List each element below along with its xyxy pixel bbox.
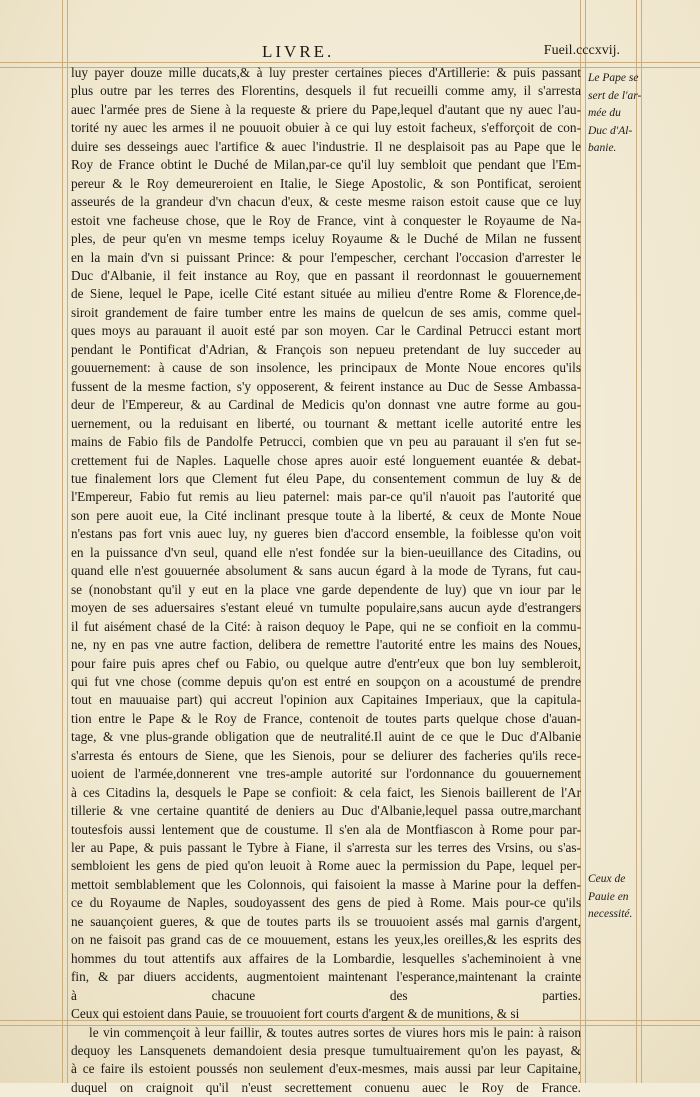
text-line: moyen de ses aduersaires s'estant eleué vn tumulte populaire,sans aucun ayde d'estrangers [71, 600, 581, 616]
text-line: siroit grandement de faire tumber entre les mains de quelcun de ses amis, comme quel- [71, 304, 581, 320]
text-line: tue finalement lors que Clement fut éleu Pape, du consentement commun de luy & de [71, 470, 581, 486]
main-text-block [71, 64, 581, 1097]
text-line: sembloient les gens de pied qu'on leuoit à Rome auec la permission du Pape, lequel per- [71, 858, 581, 874]
text-line: ples, de peur qu'en vn mesme temps iceluy Royaume & le Duché de Milan ne fussent [71, 231, 581, 247]
margin-note-line: Ceux de [588, 873, 626, 885]
text-line: en la main d'vn si puissant Prince: & pour l'empescher, cerchant l'occasion d'arrester le [71, 249, 581, 265]
text-line: uernement, ou la reduisant en liberté, ou tournant & mettant icelle autorité entre les [71, 415, 581, 431]
text-line: n'estans pas fort vnis auec luy, ny gueres bien d'accord ensemble, la foiblesse qu'on voit [71, 526, 581, 542]
frame-rule [641, 0, 642, 1083]
text-line: ques moys au parauant il auoit esté par son moyen. Car le Cardinal Petrucci estant mort [71, 323, 581, 339]
text-line: qui fut vne chose (comme depuis qu'on est entré en soupçon on a acoustumé de prendre [71, 673, 581, 689]
margin-note-line: sert de l'ar- [588, 89, 642, 102]
text-line: à ce faire ils estoient poussés non seulement d'eux-mesmes, mais aussi par leur Capitaine, [71, 1061, 581, 1077]
text-line: ler au Pape, & puis passant le Tybre à Fiane, il s'arresta sur les terres des Vrsins, ou s'as- [71, 840, 581, 856]
text-line: son pere auoit eue, la Cité inclinant presque toute à la liberté, & ceux de Monte Noue [71, 507, 581, 523]
text-line: estoit vne facheuse chose, que le Roy de France, vint à conquester le Royaume de Na- [71, 212, 581, 228]
text-line: tage, & vne plus-grande obligation que de neutralité.Il auint de ce que le Duc d'Albanie [71, 729, 581, 745]
text-line: auec l'armée pres de Siene à la requeste & priere du Pape,lequel d'autant que ny auec l'au- [71, 101, 581, 117]
text-line: duire ses desseings auec l'artifice & auec l'industrie. Il ne desplaisoit pas au Pape que le [71, 138, 581, 154]
text-line: ce du Royaume de Naples, soudoyassent des gens de pied à Rome. Mais pour-ce qu'ils [71, 895, 581, 911]
text-line: crettement fui de Naples. Laquelle chose apres auoir esté longuement euantée & debat- [71, 452, 581, 468]
frame-rule [62, 0, 63, 1083]
text-line: ne, ny en pas vne autre faction, delibera de remettre l'autorité entre les mains des Noues, [71, 637, 581, 653]
margin-note-line: Pauie en [588, 890, 629, 903]
text-line: mains de Fabio fils de Pandolfe Petrucci, combien que vn peu au parauant il s'en fut se- [71, 434, 581, 450]
text-line: gouuernement: à cause de son insolence, les principaux de Monte Noue encores qu'ils [71, 360, 581, 376]
text-line: torité ny auec les armes il ne pouuoit obuier à ce qui luy estoit facheux, s'efforçoit de con- [71, 120, 581, 136]
text-line: Duc d'Albanie, il feit instance au Roy, que en passant il reordonnast le gouuernement [71, 267, 581, 283]
margin-note-line: Le Pape se [588, 72, 639, 84]
text-line: quand elle n'est gouuernée absolument & sans aucun égard à la mode de Tyrans, fut cau- [71, 563, 581, 579]
text-line: mettoit semblablement que les Colonnois, qui faisoient la masse à Marine pour la deffen- [71, 876, 581, 892]
text-line: le vin commençoit à leur faillir, & toutes autres sortes de viures hors mis le pain: à raison [89, 1024, 581, 1040]
text-line: hommes du tout attentifs aux affaires de la Lombardie, lesquelles s'acheminoient à vne [71, 950, 581, 966]
text-line: deur de l'Empereur, & au Cardinal de Medicis qu'on donnast vne autre forme au gou- [71, 397, 581, 413]
text-line: duquel on craignoit qu'il n'eust secrettement conuenu auec le Roy de France. [71, 1079, 581, 1095]
text-line: tillerie & vne certaine quantité de deniers au Duc d'Albanie,lequel passa outre,marchant [71, 803, 581, 819]
text-line: plus outre par les terres des Florentins, desquels il fut recueilli comme amy, il s'arresta [71, 83, 581, 99]
margin-note-pauie [588, 871, 640, 924]
text-line: dequoy les Lansquenets demandoient desia presque tumultuairement qu'on les payast, & [71, 1043, 581, 1059]
running-header [70, 42, 620, 64]
text-line: luy payer douze mille ducats,& à luy prester certaines pieces d'Artillerie: & puis passant [71, 65, 581, 80]
text-line: fussent de la mesme faction, s'y opposerent, & feirent instance au Duc de Sesse Ambassa- [71, 378, 581, 394]
text-line: à ces Citadins la, desquels le Pape se confioit: & cela faict, les Sienois baillerent de l'Ar [71, 784, 581, 800]
text-line: Ceux qui estoient dans Pauie, se trouuoient fort courts d'argent & de munitions, & si [71, 1006, 520, 1022]
text-line: l'Empereur, Fabio fut remis au lieu paternel: mais par-ce qu'il n'auoit pas l'autorité que [71, 489, 581, 505]
text-line: en la puissance d'vn seul, quand elle n'est fondée sur la bien-ueuillance des Citadins, ou [71, 544, 581, 560]
text-line: ne sauançoient gueres, & que de toutes parts ils se trouuoient assés mal garnis d'argent, [71, 913, 581, 929]
page-title: LIVRE. [262, 42, 335, 61]
margin-note-line: Duc d'Al- [588, 124, 633, 137]
text-line: on ne faisoit pas grand cas de ce mouuement, estans les yeux,les oreilles,& les esprits des [71, 932, 581, 948]
text-line: tion entre le Pape & le Roy de France, contenoit de toutes parts quelque chose d'auan- [71, 710, 581, 726]
text-line: asseurés de la grandeur d'vn chacun d'eux, & ceste mesme raison estoit cause que ce luy [71, 194, 581, 210]
folio-number: Fueil.cccxvij. [543, 43, 620, 58]
margin-note-line: necessité. [588, 908, 633, 920]
margin-note-pape [588, 70, 640, 158]
text-line: pour faire puis apres chef ou Fabio, ou quelque autre d'entr'eux que bon luy sembleroit, [71, 655, 581, 671]
text-line: tout en mauuaise part) qui accreut l'opinion aux Capitaines Imperiaux, que la capitula- [71, 692, 581, 708]
text-line: Roy de France obtint le Duché de Milan,par-ce qu'il luy sembloit que pendant que l'Em- [71, 157, 581, 173]
text-line: pereur & le Roy demeureroient en Italie, le Siege Apostolic, & son Pontificat, seroient [71, 175, 581, 191]
text-line: à chacune des parties. [71, 987, 581, 1003]
text-line: uoient de l'armée,donnerent vne tres-ample autorité sur l'ordonnance du gouuernement [71, 766, 581, 782]
margin-note-line: banie. [588, 142, 617, 154]
frame-rule [585, 0, 586, 1083]
text-line: pendant le Pontificat d'Adrian, & François son nepueu pretendant de luy succeder au [71, 341, 581, 357]
text-line: fin, & par diuers accidents, augmentoient maintenant l'esperance,maintenant la crainte [71, 969, 581, 985]
text-line: de Siene, lequel le Pape, icelle Cité estant située au milieu d'entre Rome & Florence,de- [71, 286, 581, 302]
text-line: toutesfois aussi lentement que de coustume. Il s'en ala de Montfiascon à Rome pour par- [71, 821, 581, 837]
text-line: se (nonobstant qu'il y eut en la place vne garde dependente de luy) que vn iour par le [71, 581, 581, 597]
margin-note-line: mée du [588, 107, 621, 119]
text-line: il fut aisément chasé de la Cité: à raison dequoy le Pape, qui ne se confioit en la commu- [71, 618, 581, 634]
frame-rule [67, 0, 68, 1083]
text-line: s'arresta és entours de Siene, que les Sienois, pour se deliurer des facheries qu'ils rece- [71, 747, 581, 763]
